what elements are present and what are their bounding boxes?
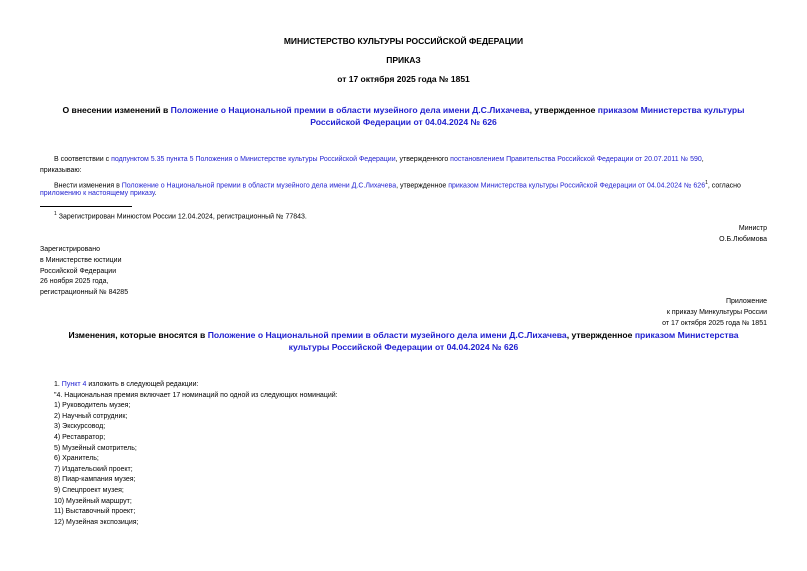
- appendix-order-link-ministry[interactable]: Министерства: [675, 330, 739, 340]
- order-title-line1: [0, 104, 807, 116]
- ministry-order-link-body[interactable]: приказом Министерства культуры Российской Федерации от 04.04.2024 № 626: [448, 182, 706, 190]
- order-title-line2: [0, 116, 807, 128]
- nomination-item: 1) Руководитель музея;: [54, 402, 131, 410]
- p2-prefix: Внести изменения в: [54, 182, 122, 190]
- changes-list: [54, 380, 338, 528]
- order-title-prefix: О внесении изменений в: [62, 105, 171, 115]
- appendix-header: [662, 297, 767, 329]
- nomination-item: 11) Выставочный проект;: [54, 508, 136, 516]
- doc-type-heading: ПРИКАЗ: [386, 55, 421, 65]
- registration-line: в Министерстве юстиции: [40, 256, 122, 264]
- appendix-title-prefix: Изменения, которые вносятся в: [68, 330, 208, 340]
- change-item-1: [54, 380, 338, 391]
- p2-line2-end: .: [154, 190, 157, 197]
- registration-block: [40, 245, 128, 299]
- nomination-item: 10) Музейный маршрут;: [54, 497, 132, 505]
- nomination-item: 6) Хранитель;: [54, 455, 99, 463]
- appendix-regulation-link[interactable]: Положение о Национальной премии в области музейного дела имени Д.С.Лихачева: [207, 330, 567, 340]
- p1-prefix: В соответствии с: [54, 156, 112, 163]
- nomination-item: 8) Пиар-кампания музея;: [54, 476, 136, 484]
- order-title-mid: , утвержденное: [529, 105, 598, 115]
- registration-line: Зарегистрировано: [40, 246, 100, 253]
- signature-name: О.Б.Любимова: [719, 236, 767, 243]
- footnote: [54, 209, 307, 223]
- clause-4-link[interactable]: Пункт 4: [61, 381, 87, 388]
- paragraph-changes: [54, 178, 741, 192]
- change-item-prefix: 1.: [54, 381, 62, 388]
- nomination-item: 4) Реставратор;: [54, 433, 106, 441]
- quote-intro: "4. Национальная премия включает 17 номинаций по одной из следующих номинаций:: [54, 391, 338, 399]
- nomination-item: 5) Музейный смотритель;: [54, 444, 137, 452]
- p1-mid: , утвержденного: [395, 156, 451, 163]
- appendix-order-link[interactable]: приказом: [634, 330, 676, 340]
- ministry-order-link[interactable]: приказом Министерства культуры: [597, 105, 745, 115]
- appendix-header-line: Приложение: [725, 298, 767, 305]
- appendix-title-line1: [0, 329, 807, 341]
- nomination-item: 7) Издательский проект;: [54, 465, 133, 473]
- regulation-link-body[interactable]: Положение о Национальной премии в области музейного дела имени Д.С.Лихачева: [121, 182, 397, 190]
- footnote-text: Зарегистрирован Минюстом России 12.04.2024, регистрационный № 77843.: [56, 213, 307, 221]
- paragraph-changes-line2: [40, 189, 157, 200]
- appendix-header-line: от 17 октября 2025 года № 1851: [662, 319, 767, 327]
- registration-line: Российской Федерации: [40, 267, 117, 275]
- appendix-title-mid: , утвержденное: [566, 330, 635, 340]
- order-title: [0, 104, 807, 128]
- change-item-text: изложить в следующей редакции:: [86, 381, 199, 388]
- nomination-item: 3) Экскурсовод;: [54, 423, 106, 431]
- government-decree-link[interactable]: постановлением Правительства Российской Федерации от 20.07.2011 № 590: [450, 156, 702, 163]
- order-date-line: от 17 октября 2025 года № 1851: [337, 74, 470, 84]
- paragraph-order-word: приказываю:: [40, 167, 82, 174]
- appendix-title: [0, 329, 807, 353]
- nomination-item: 12) Музейная экспозиция;: [54, 518, 139, 526]
- footnote-marker: 1: [54, 211, 57, 217]
- footnote-ref[interactable]: 1: [705, 180, 708, 186]
- paragraph-basis: [54, 155, 704, 166]
- ministry-order-link-cont[interactable]: Российской Федерации от 04.04.2024 № 626: [310, 117, 497, 127]
- regulation-link[interactable]: Положение о Национальной премии в области музейного дела имени Д.С.Лихачева: [170, 105, 530, 115]
- registration-line: регистрационный № 84285: [40, 289, 129, 297]
- subclause-link[interactable]: подпунктом 5.35 пункта 5 Положения о Министерстве культуры Российской Федерации: [111, 156, 396, 163]
- p2-end: , согласно: [707, 182, 741, 190]
- p2-mid: , утвержденное: [396, 182, 449, 190]
- appendix-order-link-cont[interactable]: культуры Российской Федерации от 04.04.2024 № 626: [288, 342, 519, 352]
- nomination-item: 2) Научный сотрудник;: [54, 412, 128, 420]
- appendix-header-line: к приказу Минкультуры России: [666, 308, 767, 316]
- p1-end: ,: [701, 156, 704, 163]
- appendix-title-line2: [0, 341, 807, 353]
- registration-line: 26 ноября 2025 года,: [40, 278, 109, 286]
- appendix-link[interactable]: приложению к настоящему приказу: [40, 190, 155, 197]
- nomination-item: 9) Спецпроект музея;: [54, 486, 124, 494]
- ministry-heading: МИНИСТЕРСТВО КУЛЬТУРЫ РОССИЙСКОЙ ФЕДЕРАЦИИ: [283, 36, 524, 46]
- signature-position: Министр: [738, 225, 767, 232]
- footnote-divider: [40, 206, 132, 207]
